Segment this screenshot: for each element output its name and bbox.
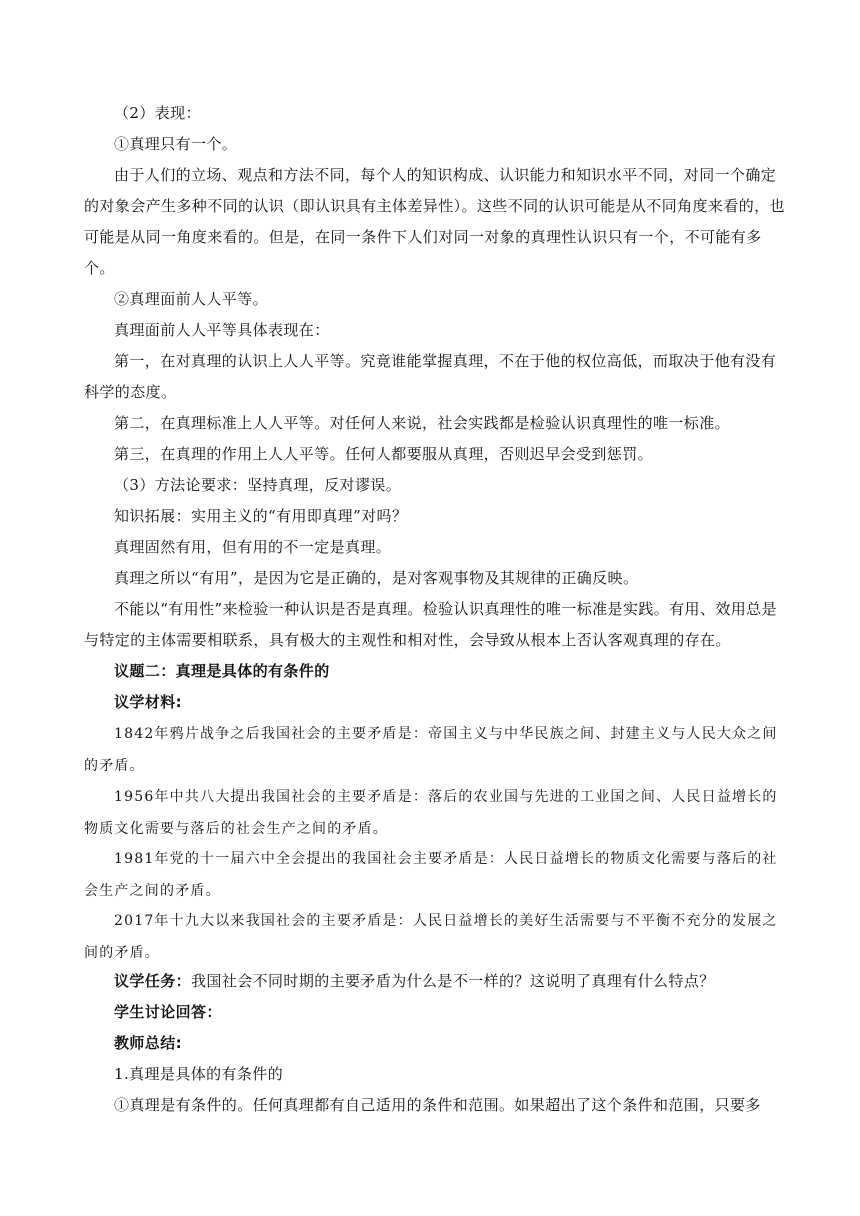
task-text: 我国社会不同时期的主要矛盾为什么是不一样的？这说明了真理有什么特点？: [191, 972, 715, 990]
material-1842: 1842年鸦片战争之后我国社会的主要矛盾是：帝国主义与中华民族之间、封建主义与人民大众之间的矛盾。: [84, 726, 778, 774]
discussion-label: 学生讨论回答：: [114, 1003, 222, 1021]
section-heading-performance: （2）表现：: [114, 104, 201, 122]
material-1956: 1956年中共八大提出我国社会的主要矛盾是：落后的农业国与先进的工业国之间、人民日益增长的物质文化需要与落后的社会生产之间的矛盾。: [84, 789, 778, 837]
summary-label: 教师总结:: [114, 1034, 182, 1052]
point-truth-concrete: 1.真理是具体的有条件的: [114, 1065, 284, 1083]
material-2017: 2017年十九大以来我国社会的主要矛盾是：人民日益增长的美好生活需要与不平衡不充分的发展之间的矛盾。: [84, 913, 778, 961]
paragraph-first: 第一，在对真理的认识上人人平等。究竟谁能掌握真理，不在于他的权位高低，而取决于他有没有科学的态度。: [84, 352, 777, 401]
point-equal-before-truth: ②真理面前人人平等。: [114, 290, 269, 308]
paragraph-third: 第三，在真理的作用上人人平等。任何人都要服从真理，否则迟早会受到惩罚。: [114, 445, 654, 463]
task-label: 议学任务：: [114, 972, 192, 990]
point-truth-conditional: ①真理是有条件的。任何真理都有自己适用的条件和范围。如果超出了这个条件和范围，只要多: [114, 1096, 761, 1114]
paragraph-usefulness-not-standard: 不能以“有用性”来检验一种认识是否是真理。检验认识真理性的唯一标准是实践。有用、效用总是与特定的主体需要相联系，具有极大的主观性和相对性，会导致从根本上否认客观真理的存在。: [84, 600, 777, 649]
paragraph-second: 第二，在真理标准上人人平等。对任何人来说，社会实践都是检验认识真理性的唯一标准。: [114, 414, 731, 432]
topic2-heading: 议题二：真理是具体的有条件的: [114, 662, 330, 680]
knowledge-extension-question: 知识拓展：实用主义的“有用即真理”对吗？: [114, 507, 408, 525]
paragraph-subject-difference: 由于人们的立场、观点和方法不同，每个人的知识构成、认识能力和知识水平不同，对同一个确定的对象会产生多种不同的认识（即认识具有主体差异性）。这些不同的认识可能是从不同角度来看的，也可能是从同一角度来看的。但是，在同一条件下人们对同一对象的真理性认识只有一个，不可能有多个。: [84, 166, 785, 277]
paragraph-truth-useful: 真理固然有用，但有用的不一定是真理。: [114, 538, 392, 556]
section-heading-methodology: （3）方法论要求：坚持真理，反对谬误。: [114, 476, 402, 494]
paragraph-equality-intro: 真理面前人人平等具体表现在：: [114, 321, 330, 339]
point-only-one-truth: ①真理只有一个。: [114, 135, 238, 153]
task-paragraph: [84, 966, 786, 997]
paragraph-why-useful: 真理之所以“有用”，是因为它是正确的，是对客观事物及其规律的正确反映。: [114, 569, 639, 587]
material-1981: 1981年党的十一届六中全会提出的我国社会主要矛盾是：人民日益增长的物质文化需要与落后的社会生产之间的矛盾。: [84, 851, 778, 899]
material-label: 议学材料:: [114, 693, 182, 711]
